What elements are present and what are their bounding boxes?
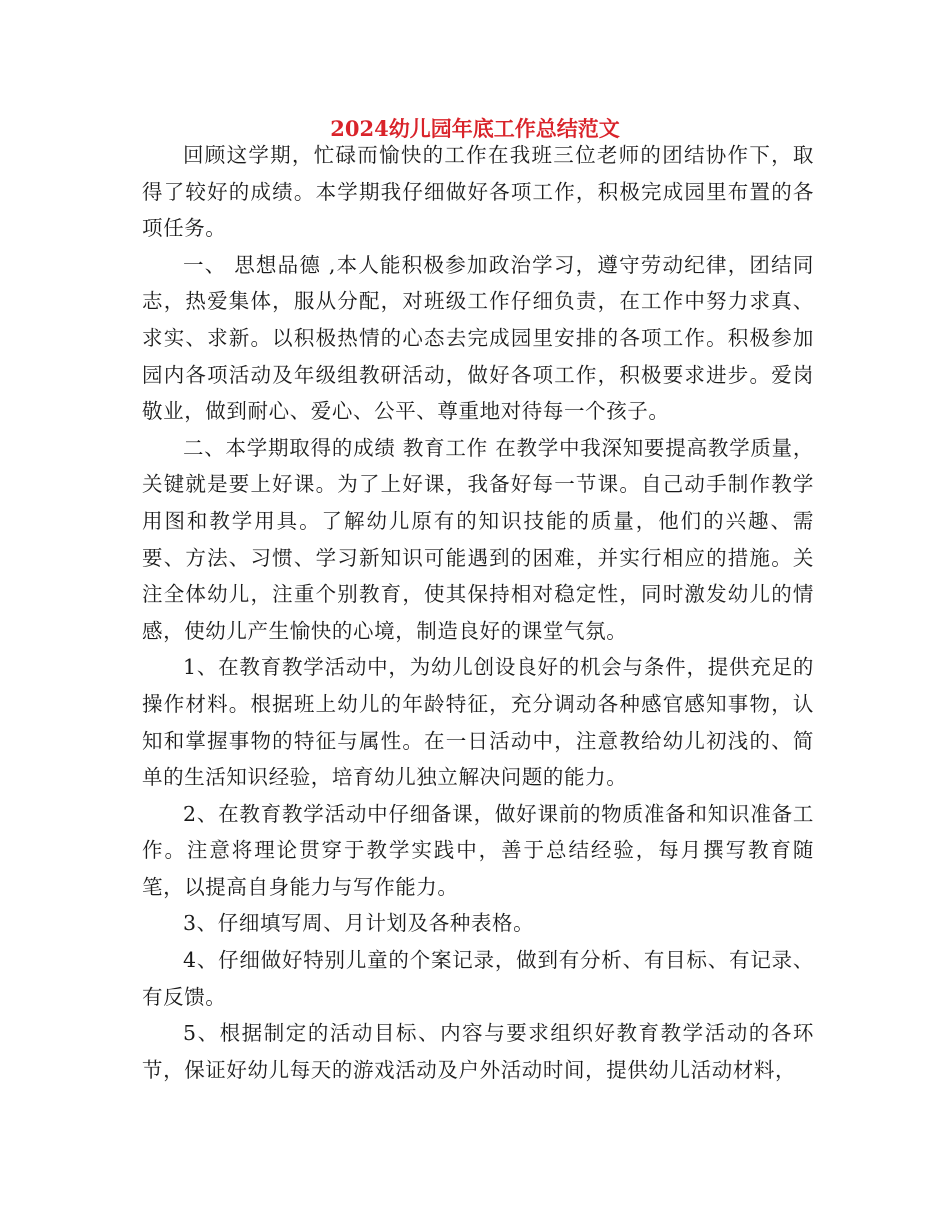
paragraph-item-1: 1、在教育教学活动中，为幼儿创设良好的机会与条件，提供充足的操作材料。根据班上幼儿的年龄特征，充分调动各种感官感知事物，认知和掌握事物的特征与属性。在一日活动中，注意教给幼儿初浅的、简单的生活知识经验，培育幼儿独立解决问题的能力。 xyxy=(142,655,814,790)
paragraph-item-4: 4、仔细做好特别儿童的个案记录，做到有分析、有目标、有记录、有反馈。 xyxy=(142,948,814,1009)
paragraph-item-5: 5、根据制定的活动目标、内容与要求组织好教育教学活动的各环节，保证好幼儿每天的游戏活动及户外活动时间，提供幼儿活动材料， xyxy=(142,1021,814,1082)
paragraph-section-2: 二、本学期取得的成绩 教育工作 在教学中我深知要提高教学质量，关键就是要上好课。为了上好课，我备好每一节课。自己动手制作教学用图和教学用具。了解幼儿原有的知识技能的质量，他们的兴趣、需要、方法、习惯、学习新知识可能遇到的困难，并实行相应的措施。关注全体幼儿，注重个别教育，使其保持相对稳定性，同时激发幼儿的情感，使幼儿产生愉快的心境，制造良好的课堂气氛。 xyxy=(142,435,814,643)
paragraph-item-3: 3、仔细填写周、月计划及各种表格。 xyxy=(183,911,535,936)
document-title: 2024幼儿园年底工作总结范文 xyxy=(330,116,620,141)
paragraph-section-1: 一、 思想品德 ,本人能积极参加政治学习，遵守劳动纪律，团结同志，热爱集体，服从分配，对班级工作仔细负责，在工作中努力求真、求实、求新。以积极热情的心态去完成园里安排的各项工作。积极参加园内各项活动及年级组教研活动，做好各项工作，积极要求进步。爱岗敬业，做到耐心、爱心、公平、尊重地对待每一个孩子。 xyxy=(142,252,814,424)
paragraph-item-2: 2、在教育教学活动中仔细备课，做好课前的物质准备和知识准备工作。注意将理论贯穿于教学实践中，善于总结经验，每月撰写教育随笔，以提高自身能力与写作能力。 xyxy=(142,801,814,899)
document-body xyxy=(142,137,814,1088)
paragraph-intro: 回顾这学期，忙碌而愉快的工作在我班三位老师的团结协作下，取得了较好的成绩。本学期我仔细做好各项工作，积极完成园里布置的各项任务。 xyxy=(142,143,814,241)
